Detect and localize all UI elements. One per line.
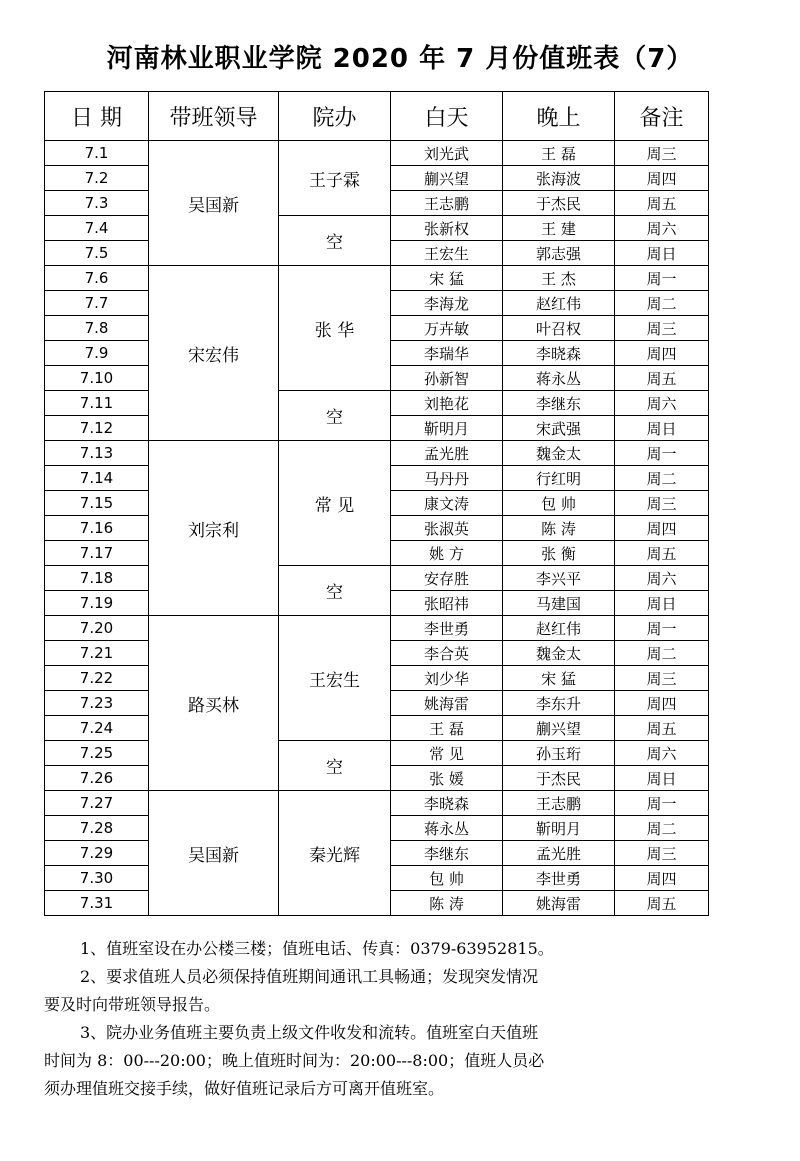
- weekday-cell: 周四: [615, 516, 709, 541]
- day-duty-cell: 李世勇: [391, 616, 503, 641]
- office-cell: 王子霖: [279, 141, 391, 216]
- day-duty-cell: 李合英: [391, 641, 503, 666]
- table-row: [45, 791, 709, 816]
- weekday-cell: 周五: [615, 716, 709, 741]
- day-duty-cell: 陈 涛: [391, 891, 503, 916]
- note-1: 1、值班室设在办公楼三楼；值班电话、传真：0379-63952815。: [80, 939, 554, 958]
- header-leader: 带班领导: [149, 92, 279, 141]
- weekday-cell: 周三: [615, 491, 709, 516]
- night-duty-cell: 李兴平: [503, 566, 615, 591]
- weekday-cell: 周一: [615, 266, 709, 291]
- page-title: 河南林业职业学院 2020 年 7 月份值班表（7）: [106, 44, 694, 74]
- date-cell: 7.17: [45, 541, 149, 566]
- night-duty-cell: 张 衡: [503, 541, 615, 566]
- weekday-cell: 周五: [615, 891, 709, 916]
- night-duty-cell: 郭志强: [503, 241, 615, 266]
- night-duty-cell: 孟光胜: [503, 841, 615, 866]
- day-duty-cell: 李继东: [391, 841, 503, 866]
- date-cell: 7.19: [45, 591, 149, 616]
- day-duty-cell: 靳明月: [391, 416, 503, 441]
- table-row: [45, 441, 709, 466]
- date-cell: 7.13: [45, 441, 149, 466]
- night-duty-cell: 蒯兴望: [503, 716, 615, 741]
- leader-cell: 宋宏伟: [149, 266, 279, 441]
- day-duty-cell: 李海龙: [391, 291, 503, 316]
- weekday-cell: 周四: [615, 341, 709, 366]
- night-duty-cell: 行红明: [503, 466, 615, 491]
- weekday-cell: 周三: [615, 666, 709, 691]
- night-duty-cell: 孙玉珩: [503, 741, 615, 766]
- day-duty-cell: 孟光胜: [391, 441, 503, 466]
- header-office: 院办: [279, 92, 391, 141]
- note-2: 2、要求值班人员必须保持值班期间通讯工具畅通；发现突发情况: [80, 967, 539, 986]
- note-3: 3、院办业务值班主要负责上级文件收发和流转。值班室白天值班: [80, 1023, 539, 1042]
- office-cell: 秦光辉: [279, 791, 391, 916]
- night-duty-cell: 包 帅: [503, 491, 615, 516]
- day-duty-cell: 蒯兴望: [391, 166, 503, 191]
- date-cell: 7.15: [45, 491, 149, 516]
- table-header-row: [45, 92, 709, 141]
- night-duty-cell: 赵红伟: [503, 291, 615, 316]
- night-duty-cell: 王志鹏: [503, 791, 615, 816]
- day-duty-cell: 王志鹏: [391, 191, 503, 216]
- night-duty-cell: 叶召权: [503, 316, 615, 341]
- weekday-cell: 周二: [615, 466, 709, 491]
- office-cell: 王宏生: [279, 616, 391, 741]
- weekday-cell: 周三: [615, 141, 709, 166]
- leader-cell: 刘宗利: [149, 441, 279, 616]
- table-row: [45, 216, 709, 241]
- day-duty-cell: 姚海雷: [391, 691, 503, 716]
- date-cell: 7.24: [45, 716, 149, 741]
- weekday-cell: 周四: [615, 691, 709, 716]
- note-2-cont: 要及时向带班领导报告。: [44, 995, 221, 1014]
- date-cell: 7.28: [45, 816, 149, 841]
- day-duty-cell: 王宏生: [391, 241, 503, 266]
- date-cell: 7.20: [45, 616, 149, 641]
- night-duty-cell: 赵红伟: [503, 616, 615, 641]
- date-cell: 7.2: [45, 166, 149, 191]
- weekday-cell: 周二: [615, 816, 709, 841]
- day-duty-cell: 张新权: [391, 216, 503, 241]
- office-cell: 空: [279, 566, 391, 616]
- office-cell: 空: [279, 216, 391, 266]
- day-duty-cell: 安存胜: [391, 566, 503, 591]
- weekday-cell: 周三: [615, 841, 709, 866]
- date-cell: 7.16: [45, 516, 149, 541]
- weekday-cell: 周三: [615, 316, 709, 341]
- weekday-cell: 周日: [615, 766, 709, 791]
- date-cell: 7.21: [45, 641, 149, 666]
- day-duty-cell: 张淑英: [391, 516, 503, 541]
- date-cell: 7.6: [45, 266, 149, 291]
- night-duty-cell: 李世勇: [503, 866, 615, 891]
- table-row: [45, 391, 709, 416]
- date-cell: 7.1: [45, 141, 149, 166]
- office-cell: 空: [279, 391, 391, 441]
- day-duty-cell: 刘艳花: [391, 391, 503, 416]
- date-cell: 7.18: [45, 566, 149, 591]
- duty-table: [44, 91, 709, 916]
- weekday-cell: 周五: [615, 366, 709, 391]
- night-duty-cell: 姚海雷: [503, 891, 615, 916]
- day-duty-cell: 李晓森: [391, 791, 503, 816]
- header-day: 白天: [391, 92, 503, 141]
- date-cell: 7.5: [45, 241, 149, 266]
- date-cell: 7.25: [45, 741, 149, 766]
- day-duty-cell: 康文涛: [391, 491, 503, 516]
- weekday-cell: 周一: [615, 616, 709, 641]
- date-cell: 7.26: [45, 766, 149, 791]
- date-cell: 7.12: [45, 416, 149, 441]
- day-duty-cell: 张 媛: [391, 766, 503, 791]
- table-body: [45, 141, 709, 916]
- weekday-cell: 周六: [615, 391, 709, 416]
- day-duty-cell: 刘光武: [391, 141, 503, 166]
- weekday-cell: 周一: [615, 441, 709, 466]
- note-3-cont: 时间为 8：00---20:00；晚上值班时间为：20:00---8:00；值班人员必: [44, 1051, 545, 1070]
- night-duty-cell: 宋 猛: [503, 666, 615, 691]
- day-duty-cell: 张昭祎: [391, 591, 503, 616]
- office-cell: 张 华: [279, 266, 391, 391]
- night-duty-cell: 王 磊: [503, 141, 615, 166]
- header-date: 日 期: [45, 92, 149, 141]
- weekday-cell: 周日: [615, 241, 709, 266]
- night-duty-cell: 马建国: [503, 591, 615, 616]
- day-duty-cell: 万卉敏: [391, 316, 503, 341]
- notes: [44, 935, 750, 1103]
- night-duty-cell: 于杰民: [503, 766, 615, 791]
- date-cell: 7.4: [45, 216, 149, 241]
- day-duty-cell: 包 帅: [391, 866, 503, 891]
- date-cell: 7.29: [45, 841, 149, 866]
- weekday-cell: 周五: [615, 191, 709, 216]
- weekday-cell: 周六: [615, 216, 709, 241]
- date-cell: 7.3: [45, 191, 149, 216]
- weekday-cell: 周四: [615, 866, 709, 891]
- office-cell: 常 见: [279, 441, 391, 566]
- day-duty-cell: 常 见: [391, 741, 503, 766]
- weekday-cell: 周六: [615, 566, 709, 591]
- night-duty-cell: 李晓森: [503, 341, 615, 366]
- table-row: [45, 616, 709, 641]
- night-duty-cell: 李东升: [503, 691, 615, 716]
- leader-cell: 吴国新: [149, 141, 279, 266]
- date-cell: 7.27: [45, 791, 149, 816]
- office-cell: 空: [279, 741, 391, 791]
- date-cell: 7.30: [45, 866, 149, 891]
- table-row: [45, 141, 709, 166]
- weekday-cell: 周二: [615, 641, 709, 666]
- date-cell: 7.7: [45, 291, 149, 316]
- weekday-cell: 周二: [615, 291, 709, 316]
- date-cell: 7.31: [45, 891, 149, 916]
- table-row: [45, 266, 709, 291]
- weekday-cell: 周日: [615, 591, 709, 616]
- weekday-cell: 周五: [615, 541, 709, 566]
- night-duty-cell: 靳明月: [503, 816, 615, 841]
- day-duty-cell: 刘少华: [391, 666, 503, 691]
- night-duty-cell: 宋武强: [503, 416, 615, 441]
- day-duty-cell: 姚 方: [391, 541, 503, 566]
- table-row: [45, 741, 709, 766]
- date-cell: 7.14: [45, 466, 149, 491]
- date-cell: 7.10: [45, 366, 149, 391]
- leader-cell: 吴国新: [149, 791, 279, 916]
- night-duty-cell: 魏金太: [503, 641, 615, 666]
- header-night: 晚上: [503, 92, 615, 141]
- weekday-cell: 周日: [615, 416, 709, 441]
- night-duty-cell: 蒋永丛: [503, 366, 615, 391]
- date-cell: 7.8: [45, 316, 149, 341]
- weekday-cell: 周四: [615, 166, 709, 191]
- day-duty-cell: 王 磊: [391, 716, 503, 741]
- night-duty-cell: 张海波: [503, 166, 615, 191]
- day-duty-cell: 宋 猛: [391, 266, 503, 291]
- night-duty-cell: 李继东: [503, 391, 615, 416]
- day-duty-cell: 蒋永丛: [391, 816, 503, 841]
- header-note: 备注: [615, 92, 709, 141]
- date-cell: 7.23: [45, 691, 149, 716]
- note-3-cont-2: 须办理值班交接手续，做好值班记录后方可离开值班室。: [44, 1079, 445, 1098]
- weekday-cell: 周一: [615, 791, 709, 816]
- day-duty-cell: 马丹丹: [391, 466, 503, 491]
- date-cell: 7.22: [45, 666, 149, 691]
- day-duty-cell: 孙新智: [391, 366, 503, 391]
- night-duty-cell: 陈 涛: [503, 516, 615, 541]
- night-duty-cell: 魏金太: [503, 441, 615, 466]
- table-row: [45, 566, 709, 591]
- weekday-cell: 周六: [615, 741, 709, 766]
- night-duty-cell: 于杰民: [503, 191, 615, 216]
- date-cell: 7.11: [45, 391, 149, 416]
- leader-cell: 路买林: [149, 616, 279, 791]
- night-duty-cell: 王 建: [503, 216, 615, 241]
- date-cell: 7.9: [45, 341, 149, 366]
- day-duty-cell: 李瑞华: [391, 341, 503, 366]
- night-duty-cell: 王 杰: [503, 266, 615, 291]
